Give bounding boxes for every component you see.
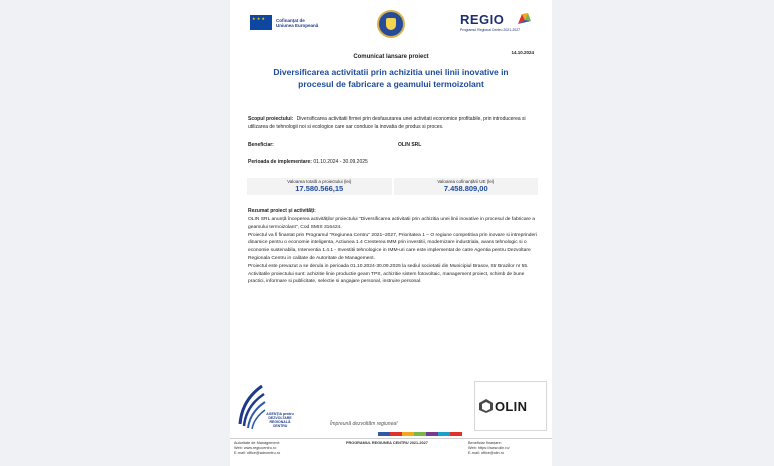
project-scope [248,115,538,131]
document-header [230,10,552,55]
total-value-label: Valoarea totală a proiectului (lei) [287,179,352,184]
project-values-table [246,177,539,196]
regio-logo [460,12,532,32]
color-strip-segment [402,432,414,436]
footer-beneficiary: Beneficiar finanțare: Web: https://www.olin.ro/ E-mail: office@olin.ro [468,441,510,455]
project-title: Diversificarea activitatii prin achizitia unei linii inovative in procesul de fabricare a geamului termoizolant [273,67,509,89]
implementation-period-row [248,159,538,165]
regio-mark-icon [516,12,532,25]
document-footer [230,438,552,466]
summary-heading: Rezumat proiect și activități: [248,208,316,214]
brand-color-strip [378,432,462,436]
regio-subtitle: Programul Regional Centru 2021-2027 [460,28,521,32]
total-value-amount: 17.580.566,15 [295,184,344,193]
summary-paragraph: Activitatile proiectului sunt: achizitie linie productie geam TPS, achizitie sistem fotovoltaic, management proiect, schimb de bune practici, informare si publicitate, selectie si angajare personal, instruire personal. [248,271,525,285]
beneficiary-value: OLIN SRL [398,142,422,148]
total-value-cell [246,177,393,196]
footer-authority: Autoritate de Management: Web: www.regiocentru.ro E-mail: office@adrcentru.ro [234,441,281,455]
agency-text-line: REGIONALĂ [269,420,291,424]
color-strip-segment [378,432,390,436]
period-value: 01.10.2024 - 30.09.2025 [313,159,368,165]
eu-cofinancing-cell [393,177,540,196]
olin-logo [474,381,547,431]
color-strip-segment [390,432,402,436]
eu-flag-icon [250,15,272,30]
document-page [230,0,552,466]
tagline: Împreună dezvoltăm regiunea! [330,421,398,427]
eu-cofinancing-label: Valoarea cofinanțării UE (lei) [437,179,495,184]
summary-paragraph: OLIN SRL anunță începerea activităților proiectului "Diversificarea activitatii prin achizitia unei linii inovative in procesul de fabricare a geamului termoizolant", Cod SMIS 316424. [248,217,535,230]
regio-word: REGIO [460,12,505,27]
document-kind: Comunicat lansare proiect [353,54,429,60]
eu-cofinancing-amount: 7.458.809,00 [443,184,488,193]
scope-label: Scopul proiectului: [248,116,294,122]
scope-text: Diversificarea activitatii firmei prin desfasurarea unei activitati economice profitabile, prin introducerea si utilizarea de tehnologii noi si ecologice care sar conduce la inovatia de produs si proces. [248,116,526,130]
summary-paragraph: Proiectul va fi finantat prin Programul "Regiunea Centru" 2021–2027, Prioritatea 1 – O regiune competitiva prin inovare si intreprinderi dinamice pentru o economie inteligenta, Actiunea 1.4 Cresterea IMM prin investitii, modernizare industriala, avans tehnologic si o economie sustenabila, Interventia 1.4.1 - Investitii tehnologice in IMM-uri care este implementat de catre Agentia pentru Dezvoltare Regionala Centru in calitate de Autoritate de Management. [248,232,537,261]
agency-text-line: DEZVOLTARE [268,416,292,420]
olin-mark-icon [478,398,494,414]
period-label: Perioada de implementare: [248,159,312,165]
color-strip-segment [414,432,426,436]
government-emblem-icon [377,10,405,38]
agency-text-line: AGENȚIA pentru [266,412,294,416]
agency-text-line: CENTRU [272,424,288,428]
eu-text-line: Cofinanțat de [276,17,305,23]
document-date: 14.10.2024 [511,50,534,55]
beneficiary-row [248,142,538,148]
color-strip-segment [426,432,438,436]
olin-word: OLIN [495,399,528,414]
summary-paragraph: Proiectul este prevazut a se derula in perioada 01.10.2024-30.09.2025 la sediul societatii din Municipiul Brasov, Str Brazilor nr 55. [248,263,529,269]
color-strip-segment [438,432,450,436]
eu-cofinancing-logo [250,15,318,30]
project-summary [248,216,538,286]
eu-text-line: Uniunea Europeană [276,22,319,28]
beneficiary-label: Beneficiar: [248,142,274,148]
color-strip-segment [450,432,462,436]
footer-program: PROGRAMUL REGIUNEA CENTRU 2021-2027 [346,441,428,445]
adr-centru-logo [236,380,298,430]
